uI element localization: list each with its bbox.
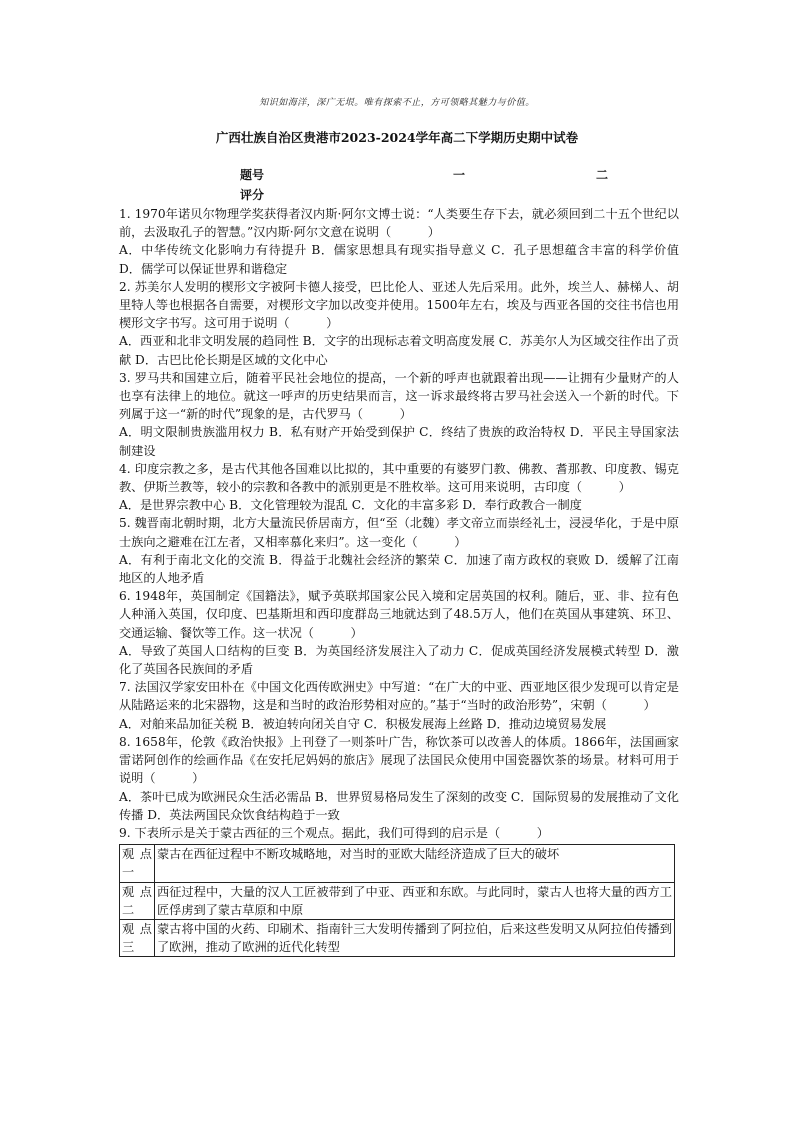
question-options: A．西亚和北非文明发展的趋同性 B．文字的出现标志着文明高度发展 C．苏美尔人为区域交往作出了贡献 D．古巴比伦长期是区域的文化中心 bbox=[119, 334, 679, 367]
question-options: A．中华传统文化影响力有待提升 B．儒家思想具有现实指导意义 C．孔子思想蕴含丰富的科学价值 D．儒学可以保证世界和谐稳定 bbox=[119, 243, 679, 276]
table-row bbox=[120, 845, 675, 882]
score-table-label-score: 评分 bbox=[240, 188, 265, 202]
question-stem: 9. 下表所示是关于蒙古西征的三个观点。据此，我们可得到的启示是（ ） bbox=[119, 825, 549, 840]
question-options: A．明文限制贵族滥用权力 B．私有财产开始受到保护 C．终结了贵族的政治特权 D．平民主导国家法制建设 bbox=[119, 425, 679, 458]
view-text: 蒙古在西征过程中不断攻城略地，对当时的亚欧大陆经济造成了巨大的破坏 bbox=[155, 845, 675, 882]
view-label: 观点二 bbox=[120, 882, 155, 919]
question-options: A．是世界宗教中心 B．文化管理较为混乱 C．文化的丰富多彩 D．奉行政教合一制度 bbox=[119, 498, 582, 513]
question-options: A．对舶来品加征关税 B．被迫转向闭关自守 C．积极发展海上丝路 D．推动边境贸易发展 bbox=[119, 716, 607, 731]
score-table-label-question: 题号 bbox=[240, 168, 265, 182]
question-stem: 8. 1658年，伦敦《政治快报》上刊登了一则茶叶广告，称饮茶可以改善人的体质。1866年，法国画家雷诺阿创作的绘画作品《在安托尼妈妈的旅店》展现了法国民众使用中国瓷器饮茶的场景。材料可用于说明（ ） bbox=[119, 734, 679, 786]
question-options: A．有利于南北文化的交流 B．得益于北魏社会经济的繁荣 C．加速了南方政权的衰败 D．缓解了江南地区的人地矛盾 bbox=[119, 552, 679, 586]
view-label: 观点一 bbox=[120, 845, 155, 882]
question-stem: 7. 法国汉学家安田朴在《中国文化西传欧洲史》中写道：“在广大的中亚、西亚地区很少发现可以肯定是从陆路运来的北宋器物，这是和当时的政治形势相对应的。”基于“当时的政治形势”，宋朝（ ） bbox=[119, 680, 679, 713]
question-list bbox=[119, 205, 679, 957]
page-title: 广西壮族自治区贵港市2023-2024学年高二下学期历史期中试卷 bbox=[215, 130, 579, 145]
question-options: A．导致了英国人口结构的巨变 B．为英国经济发展注入了动力 C．促成英国经济发展模式转型 D．激化了英国各民族间的矛盾 bbox=[119, 643, 679, 677]
table-row bbox=[120, 919, 675, 956]
question-stem: 3. 罗马共和国建立后，随着平民社会地位的提高，一个新的呼声也就跟着出现——让拥有少量财产的人也享有法律上的地位。就这一呼声的历史结果而言，这一诉求最终将古罗马社会送入一个新的时代。下列属于这一“新的时代”现象的是，古代罗马（ ） bbox=[119, 370, 679, 422]
score-table-col-1: 一 bbox=[453, 168, 466, 182]
question-stem: 2. 苏美尔人发明的楔形文字被阿卡德人接受，巴比伦人、亚述人先后采用。此外，埃兰人、赫梯人、胡里特人等也根据各自需要，对楔形文字加以改变并使用。1500年左右，埃及与西亚各国的交往书信也用楔形文字书写。这可用于说明（ ） bbox=[119, 279, 679, 331]
view-text: 西征过程中，大量的汉人工匠被带到了中亚、西亚和东欧。与此同时，蒙古人也将大量的西方工匠俘虏到了蒙古草原和中原 bbox=[155, 882, 675, 919]
table-row bbox=[120, 882, 675, 919]
header-motto: 知识如海洋，深广无垠。唯有探索不止，方可领略其魅力与价值。 bbox=[259, 98, 535, 108]
view-label: 观点三 bbox=[120, 919, 155, 956]
view-text: 蒙古将中国的火药、印刷术、指南针三大发明传播到了阿拉伯，后来这些发明又从阿拉伯传播到了欧洲，推动了欧洲的近代化转型 bbox=[155, 919, 675, 956]
question-stem: 4. 印度宗教之多，是古代其他各国难以比拟的，其中重要的有婆罗门教、佛教、耆那教、印度教、锡克教、伊斯兰教等，较小的宗教和各教中的派别更是不胜枚举。这可用来说明，古印度（ ） bbox=[119, 461, 679, 495]
score-table-col-2: 二 bbox=[596, 168, 609, 182]
question-stem: 1. 1970年诺贝尔物理学奖获得者汉内斯·阿尔文博士说：“人类要生存下去，就必须回到二十五个世纪以前，去汲取孔子的智慧。”汉内斯·阿尔文意在说明（ ） bbox=[119, 207, 679, 240]
question-stem: 6. 1948年，英国制定《国籍法》，赋予英联邦国家公民入境和定居英国的权利。随后，亚、非、拉有色人种涌入英国，仅印度、巴基斯坦和西印度群岛三地就达到了48.5万人，他们在英国从事建筑、环卫、交通运输、餐饮等工作。这一状况（ ） bbox=[119, 589, 679, 640]
views-table bbox=[119, 844, 675, 957]
question-options: A．茶叶已成为欧洲民众生活必需品 B．世界贸易格局发生了深刻的改变 C．国际贸易的发展推动了文化传播 D．英法两国民众饮食结构趋于一致 bbox=[119, 789, 679, 822]
question-stem: 5. 魏晋南北朝时期，北方大量流民侨居南方，但“至（北魏）孝文帝立而崇经礼士，浸浸华化，于是中原士族向之避难在江左者，又相率慕化来归”。这一变化（ ） bbox=[119, 516, 679, 549]
